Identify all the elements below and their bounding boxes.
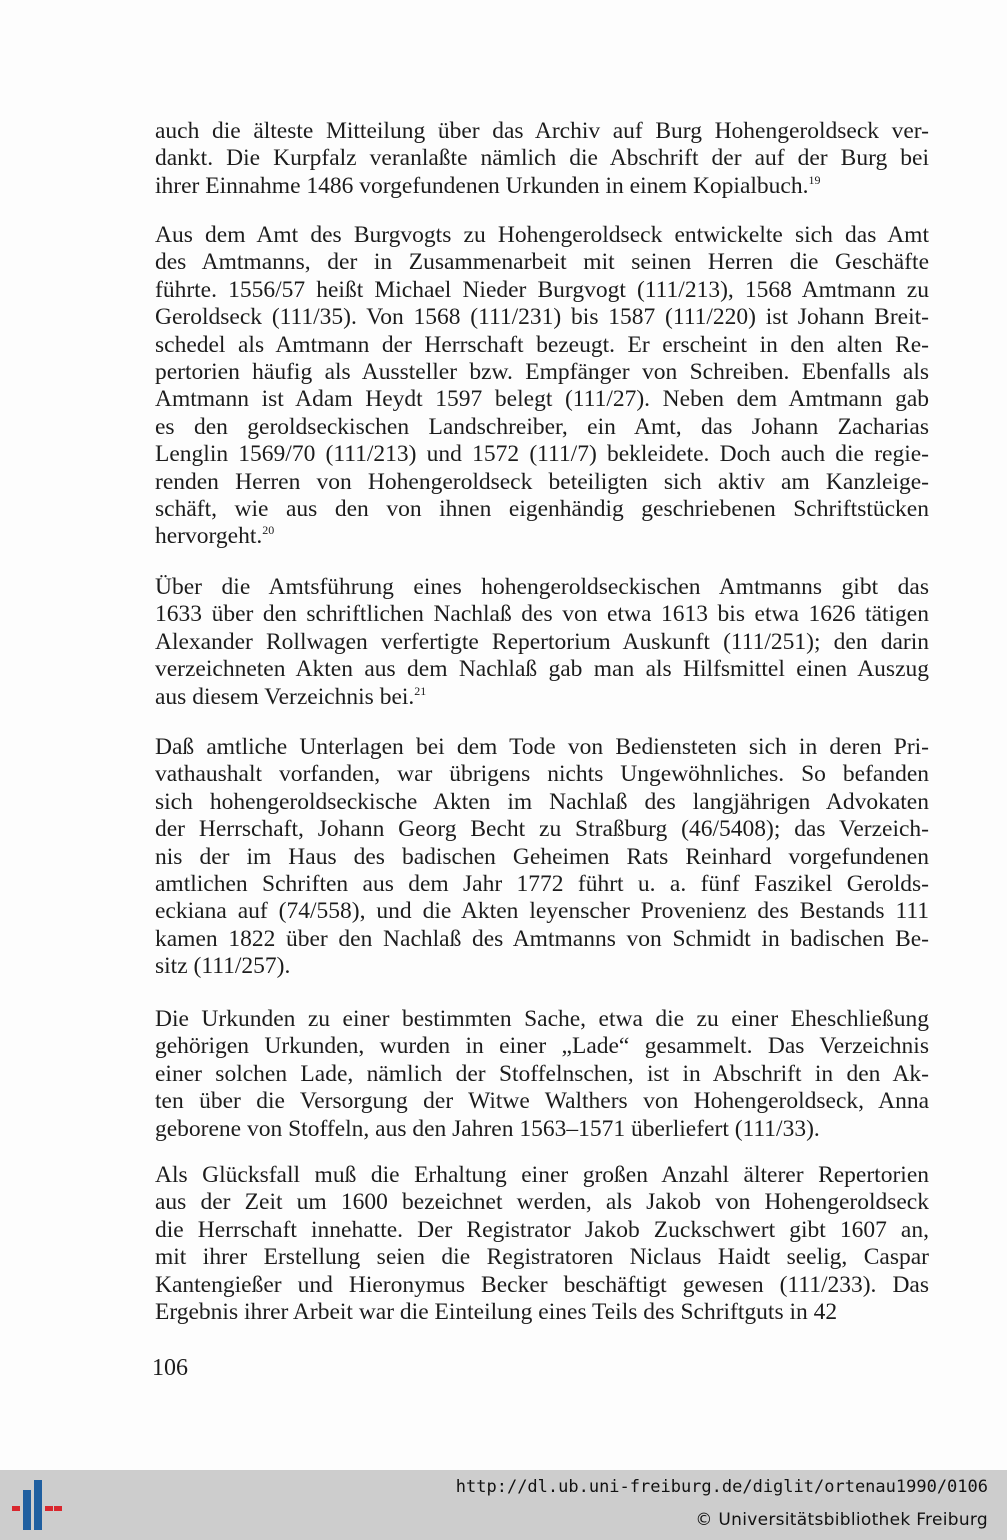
text-line: hervorgeht.	[155, 523, 263, 550]
paragraph	[155, 734, 929, 981]
text-line: 1633 über den schriftlichen Nachlaß des von etwa 1613 bis etwa 1626 tätigen	[155, 601, 929, 628]
text-line: Kantengießer und Hieronymus Becker beschäftigt gewesen (111/233). Das	[155, 1271, 929, 1298]
footnote-marker[interactable]: 21	[414, 683, 427, 698]
text-line: führte. 1556/57 heißt Michael Nieder Burgvogt (111/213), 1568 Amtmann zu	[155, 276, 929, 303]
text-line: amtlichen Schriften aus dem Jahr 1772 führt u. a. fünf Faszikel Gerolds-	[155, 871, 929, 898]
copyright-notice: © Universitätsbibliothek Freiburg	[695, 1510, 988, 1530]
text-line: vathaushalt vorfanden, war übrigens nichts Ungewöhnliches. So befanden	[155, 761, 929, 788]
paragraph	[155, 222, 929, 551]
text-line: Als Glücksfall muß die Erhaltung einer großen Anzahl älterer Repertorien	[155, 1162, 929, 1188]
text-line: der Herrschaft, Johann Georg Becht zu Straßburg (46/5408); das Verzeich-	[155, 816, 929, 843]
text-line: sitz (111/257).	[155, 953, 291, 980]
paragraph	[155, 1006, 929, 1143]
text-line: Die Urkunden zu einer bestimmten Sache, etwa die zu einer Eheschließung	[155, 1006, 929, 1032]
text-line: sich hohengeroldseckische Akten im Nachlaß des langjährigen Advokaten	[155, 788, 929, 815]
text-line: ihrer Einnahme 1486 vorgefundenen Urkunden in einem Kopialbuch.	[155, 172, 809, 199]
footer-bar	[0, 1470, 1007, 1540]
footnote-marker[interactable]: 19	[808, 172, 821, 187]
text-line: Über die Amtsführung eines hohengeroldseckischen Amtmanns gibt das	[155, 574, 929, 600]
text-line: einer solchen Lade, nämlich der Stoffelnschen, ist in Abschrift in den Ak-	[155, 1060, 929, 1087]
footnote-marker[interactable]: 20	[262, 523, 275, 538]
text-line: Aus dem Amt des Burgvogts zu Hohengeroldseck entwickelte sich das Amt	[155, 222, 929, 248]
text-line: eckiana auf (74/558), und die Akten leyenscher Provenienz des Bestands 111	[155, 898, 929, 925]
text-line: mit ihrer Erstellung seien die Registratoren Niclaus Haidt seelig, Caspar	[155, 1244, 929, 1271]
ub-freiburg-logo-icon	[12, 1476, 62, 1534]
text-line: Amtmann ist Adam Heydt 1597 belegt (111/27). Neben dem Amtmann gab	[155, 386, 929, 413]
text-line: auch die älteste Mitteilung über das Archiv auf Burg Hohengeroldseck ver-	[155, 118, 929, 144]
text-line: es den geroldseckischen Landschreiber, ein Amt, das Johann Zacharias	[155, 413, 929, 440]
text-line: geborene von Stoffeln, aus den Jahren 1563–1571 überliefert (111/33).	[155, 1115, 820, 1142]
text-line: dankt. Die Kurpfalz veranlaßte nämlich die Abschrift der auf der Burg bei	[155, 145, 929, 172]
text-line: nis der im Haus des badischen Geheimen Rats Reinhard vorgefundenen	[155, 843, 929, 870]
paragraph	[155, 118, 929, 200]
text-line: Geroldseck (111/35). Von 1568 (111/231) bis 1587 (111/220) ist Johann Breit-	[155, 304, 929, 331]
text-line: gehörigen Urkunden, wurden in einer „Lade“ gesammelt. Das Verzeichnis	[155, 1033, 929, 1060]
text-line: kamen 1822 über den Nachlaß des Amtmanns von Schmidt in badischen Be-	[155, 925, 929, 952]
text-line: Alexander Rollwagen verfertigte Repertorium Auskunft (111/251); den darin	[155, 628, 929, 655]
text-line: schäft, wie aus den von ihnen eigenhändig geschriebenen Schriftstücken	[155, 496, 929, 523]
text-line: Daß amtliche Unterlagen bei dem Tode von Bediensteten sich in deren Pri-	[155, 734, 929, 760]
text-line: verzeichneten Akten aus dem Nachlaß gab man als Hilfsmittel einen Auszug	[155, 656, 929, 683]
text-line: des Amtmanns, der in Zusammenarbeit mit seinen Herren die Geschäfte	[155, 249, 929, 276]
text-line: Ergebnis ihrer Arbeit war die Einteilung eines Teils des Schriftguts in 42	[155, 1299, 838, 1326]
text-line: aus der Zeit um 1600 bezeichnet werden, als Jakob von Hohengeroldseck	[155, 1189, 929, 1216]
text-line: die Herrschaft innehatte. Der Registrator Jakob Zuckschwert gibt 1607 an,	[155, 1216, 929, 1243]
text-line: renden Herren von Hohengeroldseck beteiligten sich aktiv am Kanzleige-	[155, 468, 929, 495]
source-url-link[interactable]: http://dl.ub.uni-freiburg.de/diglit/ortenau1990/0106	[455, 1477, 988, 1497]
text-line: Lenglin 1569/70 (111/213) und 1572 (111/7) bekleidete. Doch auch die regie-	[155, 441, 929, 468]
paragraph	[155, 1162, 929, 1326]
text-line: pertorien häufig als Aussteller bzw. Empfänger von Schreiben. Ebenfalls als	[155, 359, 929, 386]
text-line: schedel als Amtmann der Herrschaft bezeugt. Er erscheint in den alten Re-	[155, 331, 929, 358]
text-line: ten über die Versorgung der Witwe Walthers von Hohengeroldseck, Anna	[155, 1088, 929, 1115]
paragraph	[155, 574, 929, 711]
page-number: 106	[152, 1355, 188, 1381]
text-line: aus diesem Verzeichnis bei.	[155, 683, 415, 710]
